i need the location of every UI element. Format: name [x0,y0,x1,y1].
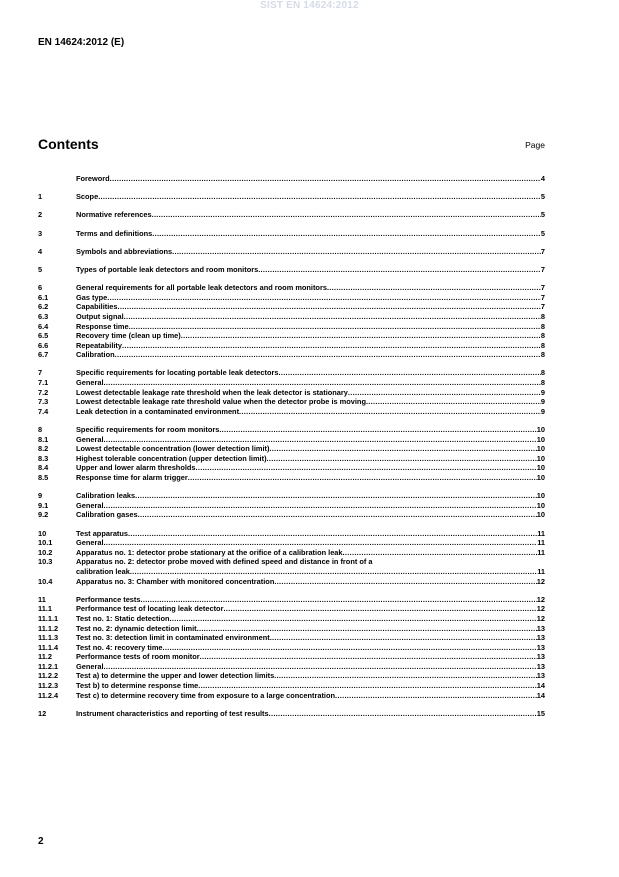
toc-entry-title: Test apparatus [76,528,129,538]
toc-entry-page: 7 [540,246,545,256]
toc-entry-title: Lowest detectable leakage rate threshold when the leak detector is stationary [76,387,348,397]
toc-entry[interactable] [38,681,545,691]
toc-entry[interactable] [38,510,545,520]
dot-leader [335,691,537,701]
toc-entry-page: 8 [540,368,545,378]
toc-entry-title: Output signal [76,311,124,321]
toc-entry-number: 6.2 [38,302,49,312]
dot-leader [124,312,541,322]
toc-entry-page: 10 [536,510,545,520]
toc-entry-page: 9 [540,406,545,416]
page-column-label: Page [525,140,545,150]
toc-entry[interactable] [38,577,545,587]
toc-entry-page: 15 [536,708,545,718]
toc-entry[interactable] [38,652,545,662]
toc-entry-title: Calibration gases [76,510,138,520]
page-number: 2 [38,836,44,847]
toc-entry-title: Calibration [76,350,115,360]
toc-entry-number: 11.2.4 [38,690,59,700]
dot-leader [129,322,541,332]
toc-entry-number: 6.1 [38,292,49,302]
toc-entry[interactable] [38,662,545,672]
toc-entry[interactable] [38,174,545,184]
dot-leader [98,192,541,202]
toc-entry-page: 10 [536,463,545,473]
toc-entry-number: 7 [38,368,43,378]
toc-entry-number: 10 [38,528,47,538]
toc-entry-title: Lowest detectable leakage rate threshold value when the detector probe is moving [76,397,366,407]
toc-entry-title: Response time for alarm trigger [76,473,188,482]
toc-entry[interactable] [38,624,545,634]
dot-leader [107,293,541,303]
toc-entry-page: 5 [540,210,545,220]
toc-entry-page: 13 [536,623,545,633]
toc-entry[interactable] [38,322,545,332]
toc-entry[interactable] [38,604,545,614]
toc-entry-page: 8 [540,331,545,341]
toc-entry-number: 2 [38,210,43,220]
toc-entry-page: 10 [536,473,545,482]
toc-entry[interactable] [38,283,545,293]
toc-entry-number: 8.3 [38,453,49,463]
toc-entry[interactable] [38,425,545,435]
dot-leader [110,174,541,184]
toc-entry[interactable] [38,709,545,719]
toc-entry-title: Performance test of locating leak detector [76,604,224,614]
toc-entry[interactable] [38,378,545,388]
dot-leader [219,425,536,435]
dot-leader [188,473,537,483]
toc-entry-page: 7 [540,302,545,312]
dot-leader [258,265,541,275]
toc-entry-title: Test no. 2: dynamic detection limit [76,623,197,633]
dot-leader [270,633,537,643]
toc-entry-page: 10 [536,491,545,501]
dot-leader [122,341,541,351]
toc-entry-page: 10 [536,453,545,463]
toc-entry[interactable] [38,473,545,483]
toc-entry-number: 11.1 [38,604,52,614]
toc-entry-number: 11.1.4 [38,642,59,652]
toc-entry-page: 11 [537,566,545,576]
dot-leader [141,595,537,605]
toc-entry-title: Highest tolerable concentration (upper detection limit) [76,453,267,463]
toc-entry-number: 4 [38,246,43,256]
toc-entry-number: 6.4 [38,321,49,331]
toc-entry-title: Apparatus no. 1: detector probe stationary at the orifice of a calibration leak [76,547,343,557]
toc-entry-number: 11.2 [38,652,52,662]
dot-leader [269,444,536,454]
toc-entry-title: Specific requirements for locating portable leak detectors [76,368,279,378]
toc-entry-title: Instrument characteristics and reporting of test results [76,708,269,718]
toc-entry-number: 7.1 [38,378,49,388]
toc-entry-number: 12 [38,708,47,718]
dot-leader [197,624,537,634]
toc-entry-number: 11.2.3 [38,681,59,691]
toc-entry-title: General [76,538,104,548]
dot-leader [104,538,538,548]
toc-entry-number: 11.1.1 [38,613,59,623]
toc-entry[interactable] [38,435,545,445]
toc-entry-number: 1 [38,192,43,202]
toc-entry-page: 11 [537,528,545,538]
toc-entry-number: 6.7 [38,350,49,360]
toc-entry[interactable] [38,491,545,501]
toc-entry-number: 6 [38,283,43,293]
toc-entry-title: Recovery time (clean up time) [76,331,181,341]
toc-entry-page: 11 [537,547,545,557]
toc-entry-title: General [76,661,104,671]
dot-leader [128,529,537,539]
toc-entry-page: 10 [536,425,545,435]
dot-leader [223,604,536,614]
toc-entry-title: Lowest detectable concentration (lower detection limit) [76,444,270,454]
toc-entry-title: General [76,434,104,444]
toc-entry-page: 7 [540,283,545,293]
dot-leader [274,671,537,681]
toc-entry-number: 9.1 [38,500,49,510]
toc-entry[interactable] [38,538,545,548]
toc-entry[interactable] [38,614,545,624]
toc-entry-page: 7 [540,292,545,302]
toc-entry-title: Types of portable leak detectors and room monitors [76,264,259,274]
toc-entry-page: 5 [540,228,545,238]
toc-entry[interactable] [38,691,545,701]
toc-entry-page: 10 [536,444,545,454]
toc-entry[interactable] [38,293,545,303]
toc-entry-number: 5 [38,264,43,274]
toc-entry-title: Response time [76,321,129,331]
toc-entry-page: 13 [536,671,545,681]
dot-leader [104,378,541,388]
toc-entry-title: Test b) to determine response time [76,681,199,691]
toc-entry-title: Test no. 4: recovery time [76,642,163,652]
dot-leader [366,397,541,407]
toc-entry[interactable] [38,444,545,454]
toc-entry-number: 11.2.2 [38,671,59,681]
toc-entry-title: Test no. 3: detection limit in contaminated environment [76,633,270,643]
toc-entry-title: Terms and definitions [76,228,153,238]
toc-entry[interactable] [38,633,545,643]
toc-entry-title: Upper and lower alarm thresholds [76,463,196,473]
toc-entry-page: 11 [537,538,545,548]
dot-leader [172,247,541,257]
page-title: Contents [38,136,99,152]
toc-entry-title: Foreword [76,174,110,183]
dot-leader [104,501,537,511]
toc-entry-number: 7.3 [38,397,49,407]
toc-entry-number: 6.6 [38,340,49,350]
dot-leader [343,548,538,558]
dot-leader [348,388,541,398]
dot-leader [135,491,537,501]
toc-entry-title: Repeatability [76,340,123,350]
toc-entry-number: 10.2 [38,547,53,557]
toc-entry[interactable] [38,388,545,398]
toc-entry-number: 3 [38,228,43,238]
toc-entry-page: 8 [540,378,545,388]
toc-entry-number: 7.2 [38,387,49,397]
toc-entry-page: 5 [540,192,545,202]
toc-entry-title: Performance tests of room monitor [76,652,200,662]
toc-entry-title: Test no. 1: Static detection [76,613,170,623]
toc-entry-number: 11.1.3 [38,633,59,643]
toc-entry-number: 8.4 [38,463,49,473]
toc-entry-page: 13 [536,661,545,671]
dot-leader [152,210,541,220]
toc-entry[interactable] [38,368,545,378]
toc-entry-title-continued: calibration leak [76,566,130,576]
toc-entry-page: 12 [536,604,545,614]
toc-entry-title: General [76,500,104,510]
toc-entry-number: 9.2 [38,510,49,520]
toc-entry[interactable] [38,407,545,417]
toc-entry-number: 8.1 [38,434,49,444]
toc-entry-page: 9 [540,397,545,407]
toc-entry[interactable] [38,501,545,511]
toc-entry-number: 11.2.1 [38,661,59,671]
toc-entry[interactable] [38,454,545,464]
dot-leader [152,229,541,239]
dot-leader [327,283,541,293]
table-of-contents [38,174,545,718]
toc-entry-number: 6.3 [38,311,49,321]
toc-entry-number: 9 [38,491,43,501]
dot-leader [274,577,536,587]
toc-entry-number: 6.5 [38,331,49,341]
dot-leader [163,643,537,653]
toc-entry-title: Calibration leaks [76,491,136,501]
toc-entry-page: 4 [540,174,545,183]
toc-entry-title: Normative references [76,210,152,220]
toc-entry[interactable] [38,247,545,257]
toc-entry-number: 10.1 [38,538,53,548]
dot-leader [170,614,537,624]
toc-entry[interactable] [38,397,545,407]
dot-leader [200,652,537,662]
toc-entry[interactable] [38,229,545,239]
toc-entry[interactable] [38,643,545,653]
toc-entry-page: 10 [536,434,545,444]
toc-entry-title: General [76,378,104,388]
toc-entry-page: 12 [536,594,545,604]
toc-entry[interactable] [38,210,545,220]
toc-entry-number: 7.4 [38,406,49,416]
dot-leader [130,567,537,577]
dot-leader [269,709,537,719]
document-id: EN 14624:2012 (E) [38,37,125,48]
toc-entry-page: 9 [540,387,545,397]
dot-leader [181,331,541,341]
toc-entry[interactable] [38,595,545,605]
toc-entry-number: 11.1.2 [38,623,59,633]
dot-leader [239,407,541,417]
toc-entry[interactable] [38,557,545,576]
toc-entry-page: 8 [540,340,545,350]
toc-entry[interactable] [38,312,545,322]
toc-entry-title: Test c) to determine recovery time from exposure to a large concentration [76,690,336,700]
toc-entry-page: 10 [536,500,545,510]
toc-entry-number: 10.4 [38,576,53,586]
toc-entry-title: Gas type [76,292,108,302]
toc-entry-title: Performance tests [76,594,141,604]
toc-entry-page: 13 [536,642,545,652]
toc-entry[interactable] [38,529,545,539]
toc-entry-title: Apparatus no. 2: detector probe moved with defined speed and distance in front of a [76,557,373,567]
toc-entry-number: 8.5 [38,473,49,482]
dot-leader [267,454,537,464]
dot-leader [138,510,537,520]
dot-leader [104,435,537,445]
toc-entry-page: 8 [540,311,545,321]
toc-entry-title: General requirements for all portable leak detectors and room monitors [76,283,327,293]
dot-leader [278,368,540,378]
toc-entry-page: 7 [540,264,545,274]
toc-entry-title: Capabilities [76,302,118,312]
toc-entry-page: 12 [536,613,545,623]
toc-entry-page: 8 [540,350,545,360]
watermark: SIST EN 14624:2012 [260,0,359,11]
toc-entry-number: 8 [38,425,43,435]
toc-entry-page: 12 [536,576,545,586]
dot-leader [104,662,537,672]
toc-entry-page: 13 [536,633,545,643]
toc-entry-page: 14 [536,681,545,691]
dot-leader [198,681,537,691]
toc-entry[interactable] [38,265,545,275]
toc-entry-number: 10.3 [38,557,53,567]
toc-entry-title: Apparatus no. 3: Chamber with monitored concentration [76,576,275,586]
toc-entry-page: 13 [536,652,545,662]
toc-entry-page: 14 [536,690,545,700]
toc-entry-number: 11 [38,594,46,604]
toc-entry-title: Test a) to determine the upper and lower detection limits [76,671,275,681]
dot-leader [115,350,541,360]
toc-entry-title: Specific requirements for room monitors [76,425,220,435]
toc-entry-title: Symbols and abbreviations [76,246,173,256]
dot-leader [117,302,540,312]
toc-entry[interactable] [38,192,545,202]
toc-entry-title: Scope [76,192,99,202]
toc-entry[interactable] [38,302,545,312]
toc-entry[interactable] [38,671,545,681]
toc-entry-number: 8.2 [38,444,49,454]
toc-entry[interactable] [38,350,545,360]
toc-entry[interactable] [38,463,545,473]
toc-entry-title: Leak detection in a contaminated environment [76,406,240,416]
dot-leader [196,463,537,473]
toc-entry-page: 8 [540,321,545,331]
toc-entry[interactable] [38,341,545,351]
toc-entry[interactable] [38,548,545,558]
toc-entry[interactable] [38,331,545,341]
